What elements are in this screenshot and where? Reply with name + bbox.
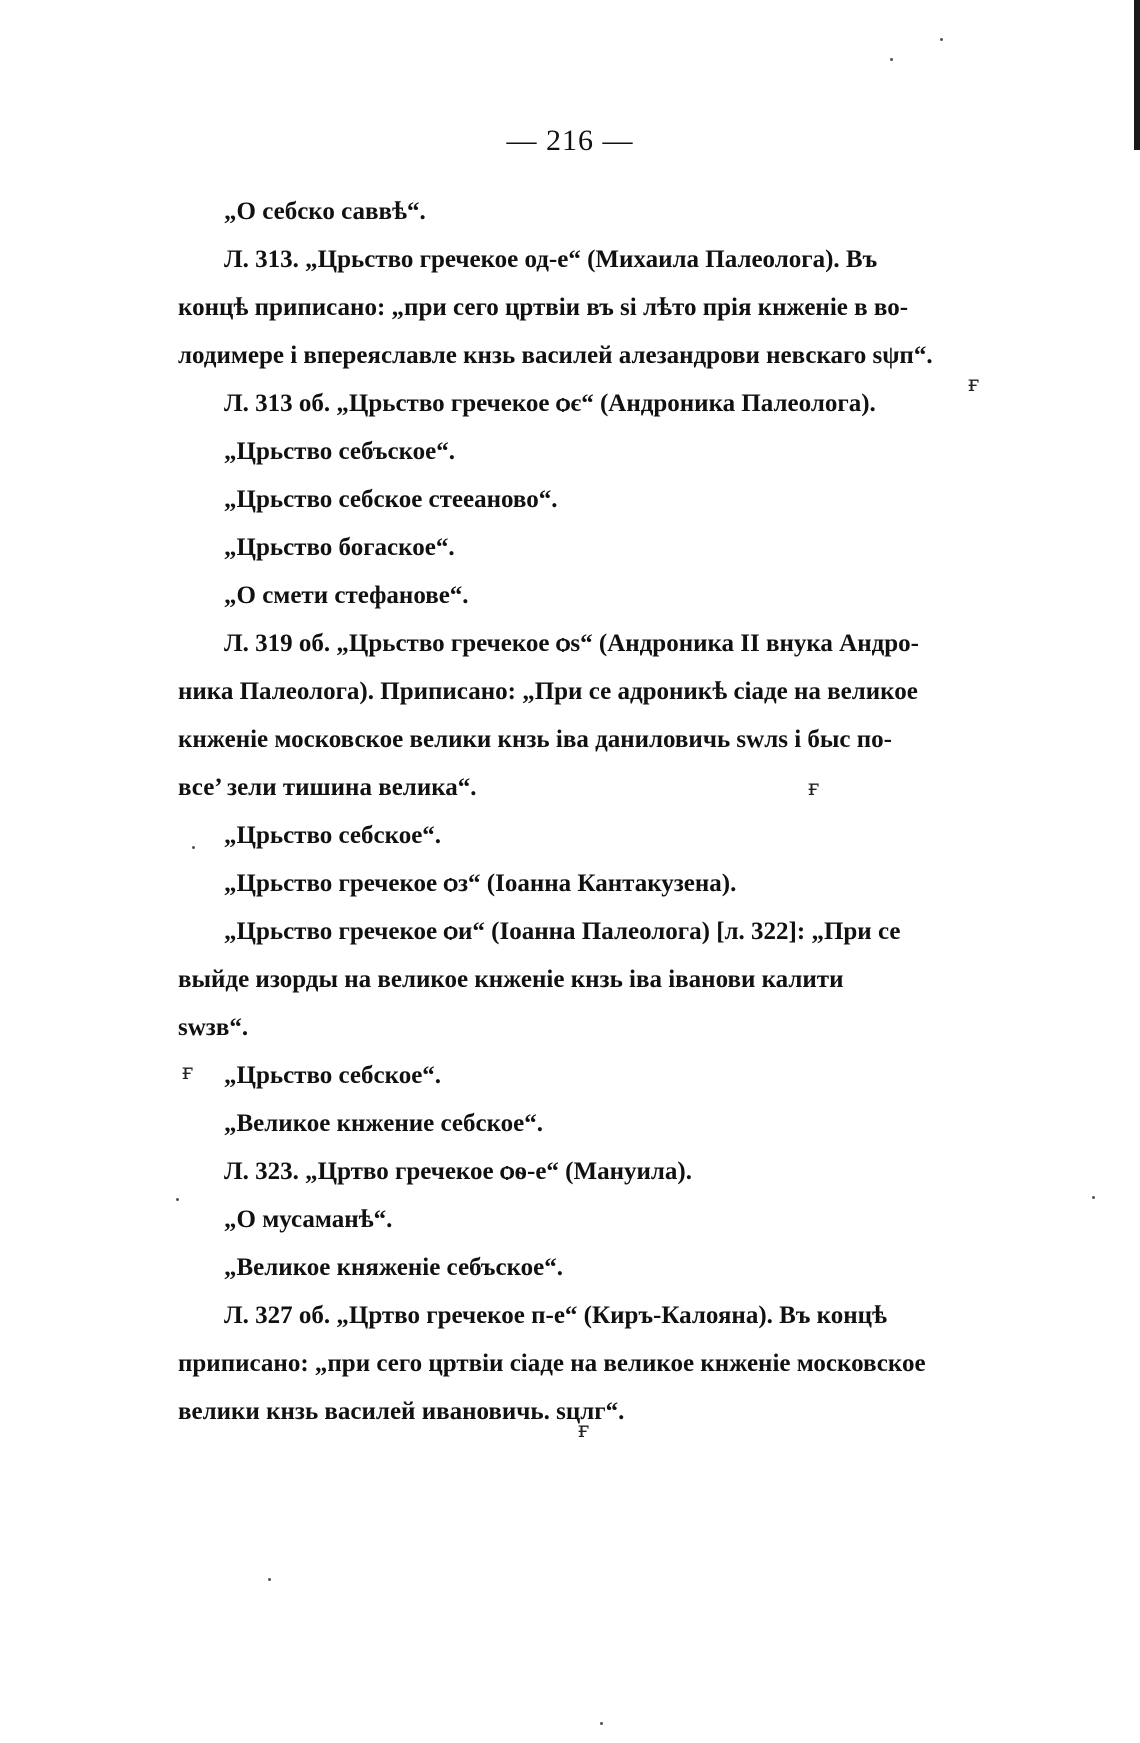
text-line: „О себско саввѣ“. [224, 198, 426, 225]
text-line: „Црьство себское“. [224, 1062, 442, 1089]
thousand-sign-mark: ғ [968, 372, 980, 397]
text-line: Л. 313. „Црьство гречекое од-е“ (Михаила Палеолога). Въ [224, 246, 878, 273]
text-line: „Црьство себское стееаново“. [224, 486, 558, 513]
text-line: „Великое княженiе себъское“. [224, 1254, 564, 1281]
text-line: велики кнзь василей ивановичь. sцлг“. [178, 1398, 625, 1425]
text-line: „Великое кнжение себское“. [224, 1110, 543, 1137]
text-line: „Црьство гречекое ѻи“ (Iоанна Палеолога) [л. 322]: „При се [224, 918, 901, 945]
text-line: „Црьство гречекое ѻз“ (Iоанна Кантакузена). [224, 870, 737, 897]
text-line: Л. 319 об. „Црьство гречекое ѻs“ (Андроника II внука Андро- [224, 630, 920, 657]
text-line: „Црьство себъское“. [224, 438, 455, 465]
scan-speck [268, 1578, 271, 1581]
thousand-sign-mark: ғ [808, 776, 820, 801]
thousand-sign-mark: ғ [182, 1060, 194, 1085]
text-line: „О мусаманѣ“. [224, 1206, 393, 1233]
text-line: Л. 327 об. „Цртво гречекое п-е“ (Киръ-Калояна). Въ концѣ [224, 1302, 888, 1329]
scan-speck [1092, 1196, 1095, 1199]
scan-speck [192, 846, 195, 849]
scan-speck [176, 1198, 179, 1201]
text-line: swзв“. [178, 1014, 249, 1041]
text-line: Л. 313 об. „Црьство гречекое ѻє“ (Андроника Палеолога). [224, 390, 876, 417]
scan-speck [940, 38, 943, 41]
text-line: все’ зели тишина велика“. [178, 774, 477, 801]
text-line: концѣ приписано: „при сего цртвiи въ si лѣто прiя кнженiе в во- [178, 294, 909, 321]
scan-speck [890, 58, 893, 61]
text-line: кнженiе московское велики кнзь iва даниловичь swлs i быс по- [178, 726, 892, 753]
page-number: — 216 — [506, 124, 634, 157]
text-line: Л. 323. „Цртво гречекое ѻѳ-е“ (Мануила). [224, 1158, 692, 1185]
text-line: выйде изорды на великое кнженiе кнзь iва iванови калити [178, 966, 844, 993]
thousand-sign-mark: ғ [578, 1418, 590, 1443]
scan-speck [600, 1722, 603, 1725]
text-line: лодимере i впереяславле кнзь василей алезандрови невскаго sψп“. [178, 342, 933, 369]
text-line: приписано: „при сего цртвiи сiаде на великое кнженiе московское [178, 1350, 926, 1377]
text-line: „О смети стефанове“. [224, 582, 469, 609]
text-line: „Црьство себское“. [224, 822, 442, 849]
text-line: „Црьство богаское“. [224, 534, 455, 561]
text-line: ника Палеолога). Приписано: „При се адроникѣ сiаде на великое [178, 678, 918, 705]
text-block [178, 188, 998, 1436]
